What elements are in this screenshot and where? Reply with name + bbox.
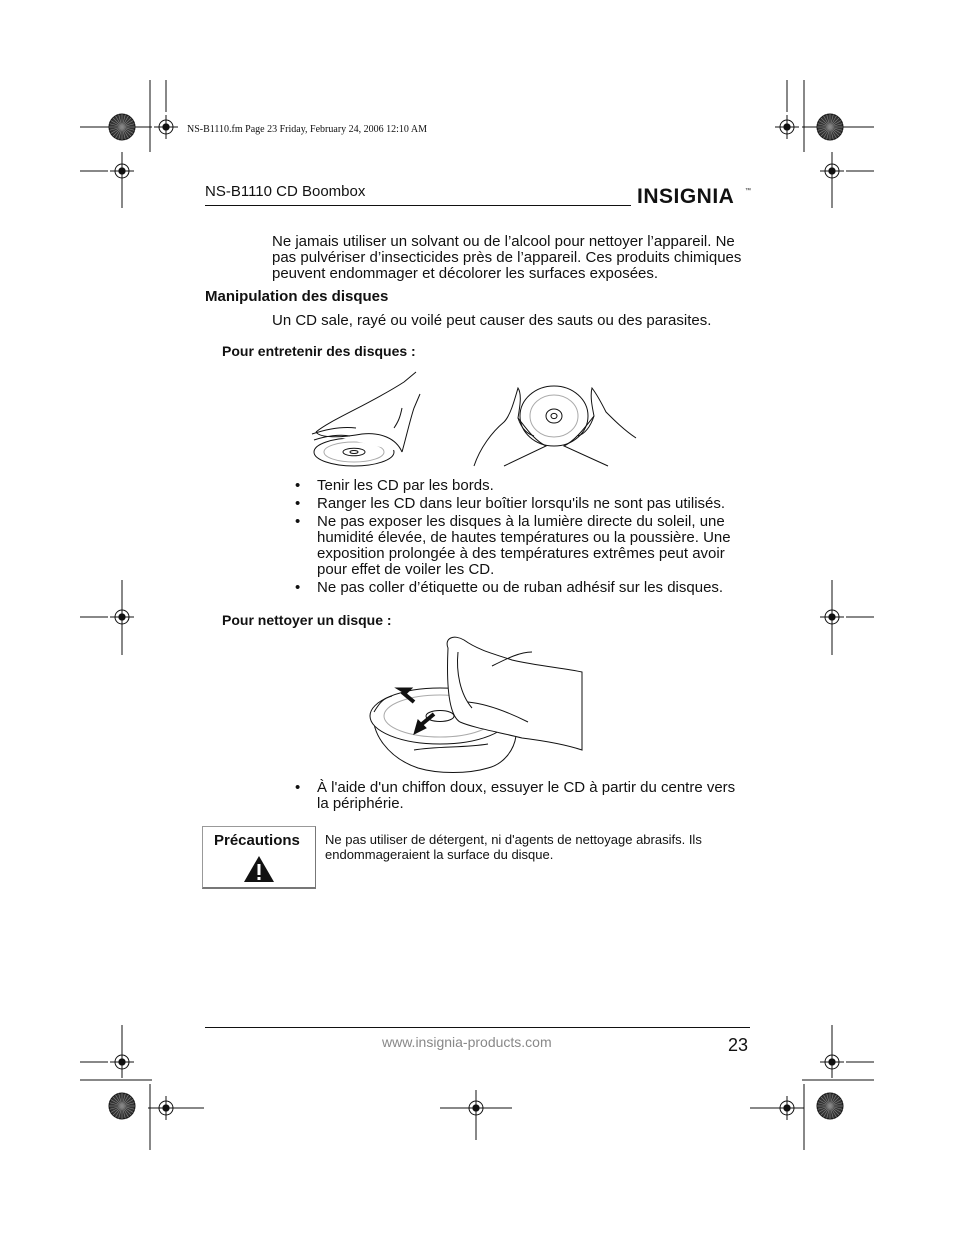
list-item <box>295 478 750 494</box>
bullet-text: Ne pas exposer les disques à la lumière directe du soleil, une humidité élevée, de hautes températures ou la poussière. Une exposition prolongée à des températures extrêmes peut avoir pour effet de voiler les CD. <box>317 513 731 578</box>
page-number: 23 <box>728 1035 749 1055</box>
logo-text: INSIGNIA <box>637 185 735 208</box>
list-item <box>295 580 750 596</box>
bullet-text: Tenir les CD par les bords. <box>317 477 494 494</box>
cleaning-disc-illustration <box>368 632 584 778</box>
bullet: • <box>295 477 301 494</box>
bullet-text: Ranger les CD dans leur boîtier lorsqu'ils ne sont pas utilisés. <box>317 495 726 512</box>
header-title: NS-B1110 CD Boombox <box>205 183 366 200</box>
list-item <box>295 496 750 512</box>
bullet-text: À l'aide d'un chiffon doux, essuyer le CD à partir du centre vers la périphérie. <box>317 779 736 812</box>
hand-holding-disc-illustration <box>310 368 430 472</box>
clean-bullet-list <box>295 780 750 814</box>
print-info: NS-B1110.fm Page 23 Friday, February 24, 2006 12:10 AM <box>187 124 427 135</box>
list-item <box>295 780 750 812</box>
section-subtext: Un CD sale, rayé ou voilé peut causer des sauts ou des parasites. <box>272 312 712 329</box>
bullet: • <box>295 513 301 530</box>
clean-heading: Pour nettoyer un disque : <box>222 612 392 628</box>
insignia-logo <box>637 182 751 208</box>
bullet: • <box>295 779 301 796</box>
maintain-bullet-list <box>295 478 750 598</box>
list-item <box>295 514 750 578</box>
footer-rule <box>205 1027 750 1028</box>
header-rule <box>205 205 631 206</box>
caution-text: Ne pas utiliser de détergent, ni d'agents de nettoyage abrasifs. Ils endommageraient la surface du disque. <box>325 832 702 862</box>
bullet: • <box>295 495 301 512</box>
section-heading: Manipulation des disques <box>205 288 389 305</box>
bullet: • <box>295 579 301 596</box>
intro-paragraph: Ne jamais utiliser un solvant ou de l’alcool pour nettoyer l’appareil. Ne pas pulvériser d’insecticides près de l’appareil. Ces produits chimiques peuvent endommager et décolorer les surfaces exposées. <box>272 233 742 282</box>
warning-triangle-icon <box>243 855 275 883</box>
hands-holding-disc-illustration <box>474 382 636 468</box>
logo-tm: ™ <box>745 188 751 194</box>
caution-label: Précautions <box>214 832 300 849</box>
bullet-text: Ne pas coller d’étiquette ou de ruban adhésif sur les disques. <box>317 579 724 596</box>
maintain-heading: Pour entretenir des disques : <box>222 343 416 359</box>
footer-url: www.insignia-products.com <box>382 1034 552 1050</box>
